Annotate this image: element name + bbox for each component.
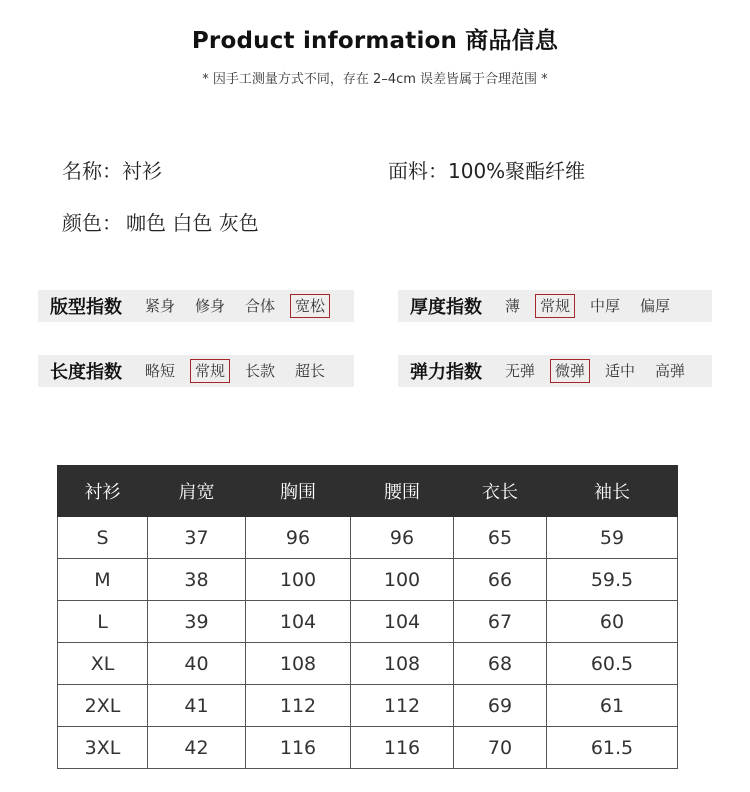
fit-option: 宽松 [290, 294, 330, 318]
elasticity-option: 适中 [605, 362, 636, 380]
table-row [58, 601, 678, 643]
thickness-option: 偏厚 [640, 297, 671, 315]
thickness-option: 薄 [505, 297, 521, 315]
table-cell: 108 [246, 643, 351, 685]
length-option: 常规 [190, 359, 230, 383]
table-cell: 100 [246, 559, 351, 601]
table-cell: 37 [148, 517, 246, 559]
fit-option: 紧身 [145, 297, 176, 315]
length-option: 超长 [295, 362, 326, 380]
table-cell: 38 [148, 559, 246, 601]
page-title: Product information 商品信息 [191, 28, 559, 54]
table-cell: 40 [148, 643, 246, 685]
fabric-label: 面料： [388, 159, 448, 183]
table-row [58, 685, 678, 727]
length-index [38, 355, 354, 387]
table-cell: 59.5 [547, 559, 678, 601]
column-header: 衬衫 [58, 466, 148, 517]
size-cell: S [58, 517, 148, 559]
column-header: 腰围 [351, 466, 454, 517]
elasticity-option: 微弹 [550, 359, 590, 383]
table-cell: 116 [351, 727, 454, 769]
size-cell: XL [58, 643, 148, 685]
size-cell: 2XL [58, 685, 148, 727]
size-chart-table [57, 465, 678, 769]
thickness-index [398, 290, 712, 322]
size-cell: M [58, 559, 148, 601]
thickness-option: 常规 [535, 294, 575, 318]
fabric-row [388, 155, 585, 184]
length-option: 长款 [245, 362, 276, 380]
table-cell: 108 [351, 643, 454, 685]
thickness-index-label: 厚度指数 [410, 297, 482, 318]
length-index-label: 长度指数 [50, 362, 122, 383]
size-cell: L [58, 601, 148, 643]
table-cell: 116 [246, 727, 351, 769]
color-row [62, 207, 259, 236]
table-cell: 96 [246, 517, 351, 559]
color-label: 颜色： [62, 211, 122, 235]
elasticity-index [398, 355, 712, 387]
table-cell: 60 [547, 601, 678, 643]
table-cell: 70 [454, 727, 547, 769]
measurement-note: * 因手工测量方式不同，存在 2–4cm 误差皆属于合理范围 * [202, 72, 548, 87]
table-cell: 69 [454, 685, 547, 727]
table-cell: 65 [454, 517, 547, 559]
product-name-label: 名称： [62, 159, 122, 183]
thickness-option: 中厚 [590, 297, 621, 315]
table-cell: 59 [547, 517, 678, 559]
table-header-row [58, 466, 678, 517]
elasticity-index-label: 弹力指数 [410, 362, 482, 383]
table-cell: 112 [351, 685, 454, 727]
table-row [58, 559, 678, 601]
table-row [58, 643, 678, 685]
length-option: 略短 [145, 362, 176, 380]
column-header: 衣长 [454, 466, 547, 517]
table-cell: 68 [454, 643, 547, 685]
table-cell: 42 [148, 727, 246, 769]
table-cell: 41 [148, 685, 246, 727]
table-cell: 60.5 [547, 643, 678, 685]
table-cell: 96 [351, 517, 454, 559]
fabric-value: 100%聚酯纤维 [448, 159, 586, 183]
column-header: 袖长 [547, 466, 678, 517]
product-name-row [62, 155, 162, 184]
fit-index-label: 版型指数 [50, 297, 122, 318]
fit-option: 修身 [195, 297, 226, 315]
table-cell: 104 [351, 601, 454, 643]
table-row [58, 517, 678, 559]
table-cell: 39 [148, 601, 246, 643]
fit-index [38, 290, 354, 322]
table-cell: 100 [351, 559, 454, 601]
elasticity-option: 无弹 [505, 362, 536, 380]
column-header: 肩宽 [148, 466, 246, 517]
table-cell: 66 [454, 559, 547, 601]
table-cell: 112 [246, 685, 351, 727]
table-cell: 61.5 [547, 727, 678, 769]
column-header: 胸围 [246, 466, 351, 517]
table-cell: 104 [246, 601, 351, 643]
table-cell: 67 [454, 601, 547, 643]
size-cell: 3XL [58, 727, 148, 769]
elasticity-option: 高弹 [655, 362, 686, 380]
fit-option: 合体 [245, 297, 276, 315]
table-cell: 61 [547, 685, 678, 727]
color-value: 咖色 白色 灰色 [126, 211, 259, 235]
table-row [58, 727, 678, 769]
product-name-value: 衬衫 [122, 159, 162, 183]
